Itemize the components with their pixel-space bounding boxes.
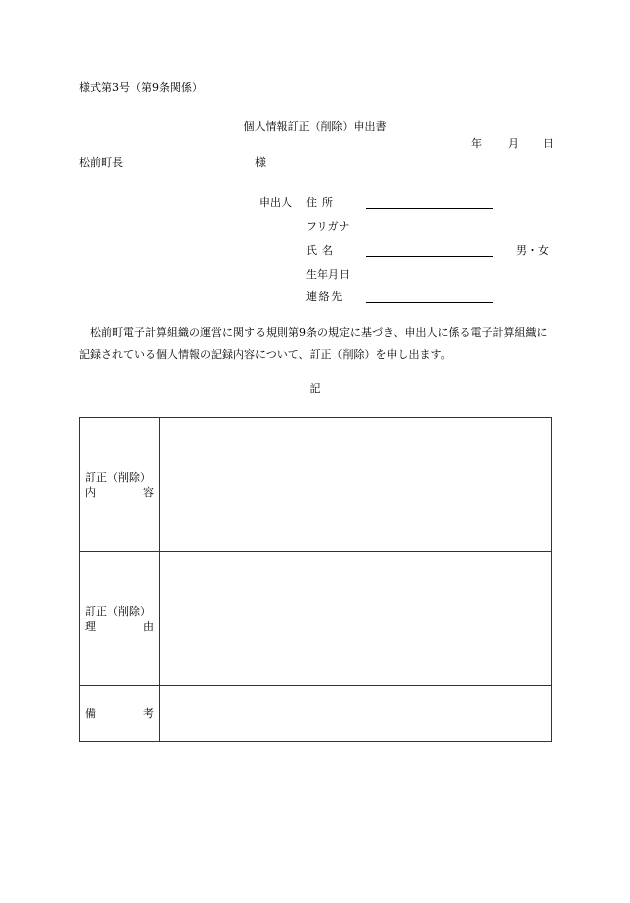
address-label: 住所	[306, 196, 338, 209]
content-label-char2: 容	[143, 485, 154, 499]
form-number: 様式第3号（第9条関係）	[79, 81, 203, 94]
furigana-label: フリガナ	[306, 220, 350, 233]
table-row	[80, 552, 552, 686]
content-label-cell	[80, 418, 160, 552]
remarks-label-char1: 備	[85, 707, 96, 720]
reason-label-cell	[80, 552, 160, 686]
remarks-label-cell	[80, 686, 160, 742]
remarks-input-cell[interactable]	[160, 686, 552, 742]
content-label-char1: 内	[85, 485, 96, 499]
reason-label-line1: 訂正（削除）	[85, 604, 151, 618]
table-row	[80, 418, 552, 552]
addressee-name: 松前町長	[79, 156, 123, 169]
address-field[interactable]	[366, 208, 493, 209]
birthdate-label: 生年月日	[306, 268, 350, 281]
form-title: 個人情報訂正（削除）申出書	[243, 120, 387, 133]
reason-label-char2: 由	[143, 619, 154, 633]
addressee-honorific: 様	[255, 156, 266, 169]
applicant-label: 申出人	[259, 196, 292, 209]
content-label-line1: 訂正（削除）	[85, 470, 151, 484]
date-year-label: 年	[471, 137, 482, 150]
gender-options[interactable]: 男・女	[516, 244, 549, 257]
date-month-label: 月	[508, 137, 519, 150]
reason-label-char1: 理	[85, 619, 96, 633]
name-field[interactable]	[366, 256, 493, 257]
contact-label: 連絡先	[306, 290, 344, 303]
detail-table	[79, 417, 552, 742]
reason-input-cell[interactable]	[160, 552, 552, 686]
content-input-cell[interactable]	[160, 418, 552, 552]
ki-heading: 記	[309, 382, 321, 395]
table-row	[80, 686, 552, 742]
contact-field[interactable]	[366, 302, 493, 303]
name-label: 氏名	[306, 244, 338, 257]
date-day-label: 日	[543, 137, 554, 150]
body-text: 松前町電子計算組織の運営に関する規則第9条の規定に基づき、申出人に係る電子計算組織に記録されている個人情報の記録内容について、訂正（削除）を申し出ます。	[79, 326, 548, 361]
remarks-label-char2: 考	[143, 707, 154, 720]
